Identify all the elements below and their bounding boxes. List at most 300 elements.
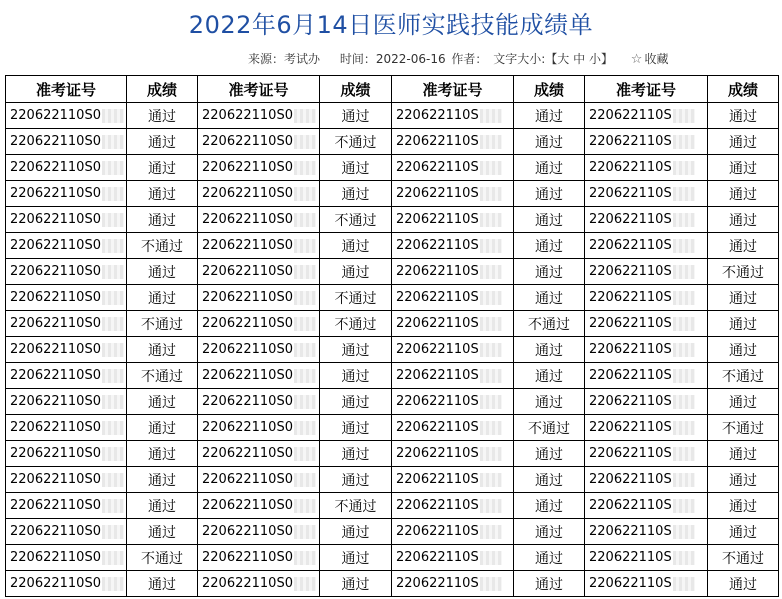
redaction-mask xyxy=(294,161,316,175)
exam-id-cell xyxy=(585,233,708,259)
column-header-result: 成绩 xyxy=(127,76,198,103)
redaction-mask xyxy=(480,161,502,175)
result-cell: 不通过 xyxy=(708,415,779,441)
exam-id-cell xyxy=(198,155,320,181)
table-row xyxy=(6,103,779,129)
source-text: 来源：考试办 xyxy=(248,52,321,66)
result-cell: 不通过 xyxy=(127,311,198,337)
exam-id-cell xyxy=(585,155,708,181)
redaction-mask xyxy=(294,265,316,279)
redaction-mask xyxy=(102,239,124,253)
redaction-mask xyxy=(294,473,316,487)
table-row xyxy=(6,129,779,155)
exam-id-cell xyxy=(6,337,127,363)
exam-id-text: 220622110S0 xyxy=(202,238,293,253)
exam-id-cell xyxy=(6,103,127,129)
result-cell: 通过 xyxy=(127,285,198,311)
redaction-mask xyxy=(673,369,695,383)
exam-id-cell xyxy=(198,441,320,467)
exam-id-text: 220622110S xyxy=(396,550,479,565)
star-outline-icon[interactable]: ☆ xyxy=(630,52,643,67)
redaction-mask xyxy=(102,551,124,565)
redaction-mask xyxy=(294,317,316,331)
exam-id-cell xyxy=(198,363,320,389)
result-cell: 通过 xyxy=(127,519,198,545)
exam-id-text: 220622110S xyxy=(589,446,672,461)
table-row xyxy=(6,285,779,311)
table-row xyxy=(6,311,779,337)
exam-id-text: 220622110S xyxy=(589,550,672,565)
exam-id-text: 220622110S xyxy=(396,212,479,227)
redaction-mask xyxy=(294,369,316,383)
redaction-mask xyxy=(294,421,316,435)
column-header-exam-id: 准考证号 xyxy=(585,76,708,103)
result-cell: 通过 xyxy=(320,103,392,129)
exam-id-text: 220622110S xyxy=(589,264,672,279)
table-row xyxy=(6,181,779,207)
exam-id-cell xyxy=(6,467,127,493)
exam-id-cell xyxy=(6,415,127,441)
redaction-mask xyxy=(673,343,695,357)
exam-id-text: 220622110S xyxy=(589,290,672,305)
table-row xyxy=(6,233,779,259)
exam-id-text: 220622110S0 xyxy=(202,524,293,539)
table-row xyxy=(6,389,779,415)
exam-id-cell xyxy=(6,207,127,233)
result-cell: 不通过 xyxy=(127,363,198,389)
exam-id-text: 220622110S xyxy=(396,472,479,487)
table-row xyxy=(6,337,779,363)
exam-id-cell xyxy=(198,103,320,129)
result-cell: 通过 xyxy=(320,467,392,493)
favorite-link[interactable]: 收藏 xyxy=(644,52,669,66)
exam-id-cell xyxy=(198,493,320,519)
redaction-mask xyxy=(673,109,695,123)
exam-id-cell xyxy=(392,363,514,389)
exam-id-text: 220622110S xyxy=(396,186,479,201)
exam-id-text: 220622110S xyxy=(589,368,672,383)
exam-id-cell xyxy=(392,103,514,129)
exam-id-cell xyxy=(6,519,127,545)
redaction-mask xyxy=(102,213,124,227)
exam-id-cell xyxy=(392,337,514,363)
exam-id-cell xyxy=(198,415,320,441)
exam-id-cell xyxy=(198,571,320,597)
exam-id-cell xyxy=(198,207,320,233)
result-cell: 不通过 xyxy=(514,311,585,337)
exam-id-text: 220622110S xyxy=(589,134,672,149)
redaction-mask xyxy=(294,213,316,227)
article-meta xyxy=(248,50,670,69)
redaction-mask xyxy=(673,291,695,305)
result-cell: 通过 xyxy=(514,155,585,181)
exam-id-text: 220622110S0 xyxy=(10,316,101,331)
result-cell: 通过 xyxy=(514,103,585,129)
exam-id-text: 220622110S0 xyxy=(202,134,293,149)
exam-id-text: 220622110S xyxy=(396,264,479,279)
result-cell: 不通过 xyxy=(320,207,392,233)
redaction-mask xyxy=(102,473,124,487)
redaction-mask xyxy=(102,421,124,435)
exam-id-cell xyxy=(392,129,514,155)
exam-id-text: 220622110S0 xyxy=(202,576,293,591)
exam-id-cell xyxy=(198,337,320,363)
column-header-exam-id: 准考证号 xyxy=(198,76,320,103)
result-cell: 通过 xyxy=(127,389,198,415)
result-cell: 不通过 xyxy=(127,545,198,571)
result-cell: 通过 xyxy=(708,311,779,337)
result-cell: 通过 xyxy=(127,571,198,597)
exam-id-text: 220622110S0 xyxy=(202,342,293,357)
table-row xyxy=(6,519,779,545)
exam-id-text: 220622110S0 xyxy=(202,290,293,305)
redaction-mask xyxy=(294,291,316,305)
redaction-mask xyxy=(480,421,502,435)
exam-id-cell xyxy=(585,207,708,233)
redaction-mask xyxy=(480,525,502,539)
redaction-mask xyxy=(102,187,124,201)
exam-id-text: 220622110S xyxy=(396,420,479,435)
result-cell: 通过 xyxy=(708,493,779,519)
exam-id-text: 220622110S xyxy=(589,212,672,227)
exam-id-cell xyxy=(6,389,127,415)
exam-id-text: 220622110S0 xyxy=(202,264,293,279)
exam-id-cell xyxy=(392,519,514,545)
exam-id-cell xyxy=(585,181,708,207)
redaction-mask xyxy=(102,369,124,383)
table-row xyxy=(6,207,779,233)
exam-id-text: 220622110S0 xyxy=(202,446,293,461)
redaction-mask xyxy=(102,499,124,513)
result-cell: 通过 xyxy=(320,415,392,441)
exam-id-text: 220622110S0 xyxy=(10,160,101,175)
exam-id-text: 220622110S xyxy=(396,238,479,253)
redaction-mask xyxy=(480,473,502,487)
redaction-mask xyxy=(673,421,695,435)
table-row xyxy=(6,545,779,571)
exam-id-text: 220622110S0 xyxy=(10,576,101,591)
redaction-mask xyxy=(673,551,695,565)
redaction-mask xyxy=(480,577,502,591)
exam-id-text: 220622110S xyxy=(396,108,479,123)
exam-id-text: 220622110S xyxy=(396,498,479,513)
exam-id-text: 220622110S0 xyxy=(10,394,101,409)
result-cell: 通过 xyxy=(708,389,779,415)
exam-id-text: 220622110S xyxy=(396,576,479,591)
result-cell: 通过 xyxy=(514,129,585,155)
result-cell: 通过 xyxy=(127,493,198,519)
exam-id-text: 220622110S0 xyxy=(202,212,293,227)
redaction-mask xyxy=(102,265,124,279)
exam-id-cell xyxy=(198,389,320,415)
table-row xyxy=(6,259,779,285)
exam-id-text: 220622110S0 xyxy=(10,550,101,565)
redaction-mask xyxy=(480,239,502,253)
exam-id-text: 220622110S xyxy=(589,576,672,591)
result-cell: 通过 xyxy=(127,155,198,181)
result-cell: 不通过 xyxy=(320,493,392,519)
exam-id-text: 220622110S xyxy=(589,498,672,513)
result-cell: 通过 xyxy=(708,207,779,233)
redaction-mask xyxy=(480,447,502,461)
result-cell: 通过 xyxy=(514,519,585,545)
time-text: 时间：2022-06-16 xyxy=(339,52,446,66)
exam-id-text: 220622110S xyxy=(589,108,672,123)
exam-id-text: 220622110S0 xyxy=(10,446,101,461)
exam-id-cell xyxy=(198,285,320,311)
exam-id-cell xyxy=(198,259,320,285)
font-size-switcher[interactable]: 文字大小:【大 中 小】 xyxy=(493,52,613,66)
exam-id-cell xyxy=(198,181,320,207)
exam-id-text: 220622110S0 xyxy=(10,238,101,253)
table-row xyxy=(6,155,779,181)
table-body xyxy=(6,103,779,597)
exam-id-cell xyxy=(392,181,514,207)
exam-id-cell xyxy=(6,181,127,207)
result-cell: 通过 xyxy=(708,337,779,363)
exam-id-cell xyxy=(198,519,320,545)
result-cell: 不通过 xyxy=(708,259,779,285)
redaction-mask xyxy=(673,213,695,227)
redaction-mask xyxy=(480,213,502,227)
result-cell: 通过 xyxy=(708,181,779,207)
exam-id-cell xyxy=(6,311,127,337)
table-row xyxy=(6,363,779,389)
exam-id-text: 220622110S xyxy=(589,342,672,357)
result-cell: 通过 xyxy=(127,207,198,233)
exam-id-cell xyxy=(198,545,320,571)
result-cell: 通过 xyxy=(708,233,779,259)
exam-id-text: 220622110S xyxy=(589,420,672,435)
exam-id-text: 220622110S0 xyxy=(10,524,101,539)
exam-id-text: 220622110S xyxy=(589,472,672,487)
result-cell: 通过 xyxy=(514,181,585,207)
result-cell: 不通过 xyxy=(127,233,198,259)
exam-id-cell xyxy=(6,259,127,285)
result-cell: 通过 xyxy=(514,389,585,415)
result-cell: 通过 xyxy=(514,233,585,259)
result-cell: 通过 xyxy=(708,519,779,545)
result-cell: 通过 xyxy=(320,233,392,259)
exam-id-cell xyxy=(585,103,708,129)
exam-id-cell xyxy=(585,363,708,389)
exam-id-text: 220622110S0 xyxy=(202,316,293,331)
exam-id-cell xyxy=(6,545,127,571)
exam-id-cell xyxy=(6,441,127,467)
result-cell: 不通过 xyxy=(320,311,392,337)
exam-id-text: 220622110S xyxy=(396,316,479,331)
exam-id-text: 220622110S0 xyxy=(202,108,293,123)
redaction-mask xyxy=(102,161,124,175)
redaction-mask xyxy=(294,395,316,409)
redaction-mask xyxy=(480,369,502,383)
redaction-mask xyxy=(673,239,695,253)
result-cell: 不通过 xyxy=(708,545,779,571)
exam-id-text: 220622110S0 xyxy=(202,498,293,513)
exam-id-cell xyxy=(6,129,127,155)
exam-id-text: 220622110S xyxy=(396,290,479,305)
result-cell: 通过 xyxy=(320,337,392,363)
result-cell: 通过 xyxy=(514,545,585,571)
exam-id-cell xyxy=(392,389,514,415)
redaction-mask xyxy=(102,291,124,305)
result-cell: 通过 xyxy=(514,467,585,493)
result-cell: 通过 xyxy=(708,103,779,129)
result-cell: 通过 xyxy=(514,337,585,363)
exam-id-cell xyxy=(585,389,708,415)
exam-id-cell xyxy=(198,233,320,259)
redaction-mask xyxy=(480,187,502,201)
redaction-mask xyxy=(480,291,502,305)
table-row xyxy=(6,571,779,597)
exam-id-cell xyxy=(585,441,708,467)
redaction-mask xyxy=(294,447,316,461)
exam-id-text: 220622110S xyxy=(396,368,479,383)
column-header-result: 成绩 xyxy=(514,76,585,103)
exam-id-text: 220622110S xyxy=(589,238,672,253)
result-cell: 通过 xyxy=(320,571,392,597)
exam-id-text: 220622110S0 xyxy=(202,368,293,383)
exam-id-text: 220622110S0 xyxy=(10,212,101,227)
exam-id-cell xyxy=(585,493,708,519)
exam-id-text: 220622110S xyxy=(396,394,479,409)
redaction-mask xyxy=(102,135,124,149)
author-text: 作者： xyxy=(451,52,488,66)
exam-id-cell xyxy=(392,233,514,259)
result-cell: 通过 xyxy=(514,259,585,285)
redaction-mask xyxy=(102,317,124,331)
result-cell: 通过 xyxy=(320,389,392,415)
redaction-mask xyxy=(480,265,502,279)
redaction-mask xyxy=(480,499,502,513)
redaction-mask xyxy=(294,109,316,123)
redaction-mask xyxy=(102,447,124,461)
exam-id-text: 220622110S xyxy=(589,524,672,539)
redaction-mask xyxy=(102,343,124,357)
redaction-mask xyxy=(480,109,502,123)
exam-id-cell xyxy=(6,571,127,597)
exam-id-text: 220622110S xyxy=(589,186,672,201)
exam-id-cell xyxy=(6,285,127,311)
result-cell: 通过 xyxy=(127,103,198,129)
redaction-mask xyxy=(480,135,502,149)
exam-id-cell xyxy=(392,415,514,441)
result-cell: 通过 xyxy=(514,363,585,389)
result-cell: 通过 xyxy=(708,467,779,493)
result-cell: 通过 xyxy=(320,519,392,545)
result-cell: 通过 xyxy=(127,415,198,441)
exam-id-text: 220622110S0 xyxy=(202,160,293,175)
redaction-mask xyxy=(673,187,695,201)
redaction-mask xyxy=(294,551,316,565)
exam-id-cell xyxy=(198,311,320,337)
exam-id-text: 220622110S0 xyxy=(10,290,101,305)
result-cell: 通过 xyxy=(127,441,198,467)
redaction-mask xyxy=(480,395,502,409)
exam-id-cell xyxy=(585,259,708,285)
redaction-mask xyxy=(673,135,695,149)
result-cell: 不通过 xyxy=(514,415,585,441)
exam-id-cell xyxy=(392,545,514,571)
redaction-mask xyxy=(294,577,316,591)
redaction-mask xyxy=(294,343,316,357)
score-table xyxy=(5,75,779,597)
redaction-mask xyxy=(294,135,316,149)
table-header-row xyxy=(6,76,779,103)
exam-id-cell xyxy=(392,493,514,519)
redaction-mask xyxy=(673,265,695,279)
redaction-mask xyxy=(294,187,316,201)
result-cell: 不通过 xyxy=(320,129,392,155)
exam-id-cell xyxy=(392,285,514,311)
exam-id-text: 220622110S0 xyxy=(10,498,101,513)
redaction-mask xyxy=(102,577,124,591)
exam-id-cell xyxy=(198,129,320,155)
result-cell: 通过 xyxy=(320,441,392,467)
exam-id-text: 220622110S0 xyxy=(202,186,293,201)
exam-id-text: 220622110S0 xyxy=(10,134,101,149)
exam-id-text: 220622110S xyxy=(589,316,672,331)
result-cell: 通过 xyxy=(514,493,585,519)
column-header-exam-id: 准考证号 xyxy=(6,76,127,103)
exam-id-cell xyxy=(392,155,514,181)
redaction-mask xyxy=(294,525,316,539)
result-cell: 通过 xyxy=(708,155,779,181)
column-header-result: 成绩 xyxy=(320,76,392,103)
redaction-mask xyxy=(294,499,316,513)
exam-id-text: 220622110S0 xyxy=(10,186,101,201)
exam-id-text: 220622110S0 xyxy=(10,420,101,435)
redaction-mask xyxy=(673,473,695,487)
exam-id-text: 220622110S xyxy=(589,160,672,175)
exam-id-text: 220622110S xyxy=(396,524,479,539)
redaction-mask xyxy=(102,395,124,409)
result-cell: 通过 xyxy=(708,571,779,597)
exam-id-text: 220622110S0 xyxy=(202,472,293,487)
result-cell: 通过 xyxy=(708,129,779,155)
exam-id-cell xyxy=(585,129,708,155)
exam-id-text: 220622110S xyxy=(396,134,479,149)
exam-id-cell xyxy=(585,545,708,571)
exam-id-text: 220622110S xyxy=(396,342,479,357)
result-cell: 通过 xyxy=(514,285,585,311)
exam-id-cell xyxy=(585,415,708,441)
exam-id-cell xyxy=(6,493,127,519)
table-row xyxy=(6,415,779,441)
exam-id-cell xyxy=(6,155,127,181)
result-cell: 通过 xyxy=(127,337,198,363)
result-cell: 通过 xyxy=(514,207,585,233)
redaction-mask xyxy=(673,317,695,331)
exam-id-text: 220622110S0 xyxy=(10,342,101,357)
exam-id-text: 220622110S0 xyxy=(10,264,101,279)
redaction-mask xyxy=(673,447,695,461)
exam-id-text: 220622110S0 xyxy=(202,550,293,565)
exam-id-cell xyxy=(392,571,514,597)
exam-id-text: 220622110S0 xyxy=(10,108,101,123)
result-cell: 通过 xyxy=(127,181,198,207)
redaction-mask xyxy=(102,109,124,123)
exam-id-cell xyxy=(585,311,708,337)
exam-id-cell xyxy=(585,519,708,545)
result-cell: 通过 xyxy=(320,259,392,285)
exam-id-text: 220622110S xyxy=(589,394,672,409)
result-cell: 通过 xyxy=(320,155,392,181)
redaction-mask xyxy=(673,161,695,175)
redaction-mask xyxy=(673,499,695,513)
exam-id-text: 220622110S0 xyxy=(10,472,101,487)
result-cell: 通过 xyxy=(320,545,392,571)
